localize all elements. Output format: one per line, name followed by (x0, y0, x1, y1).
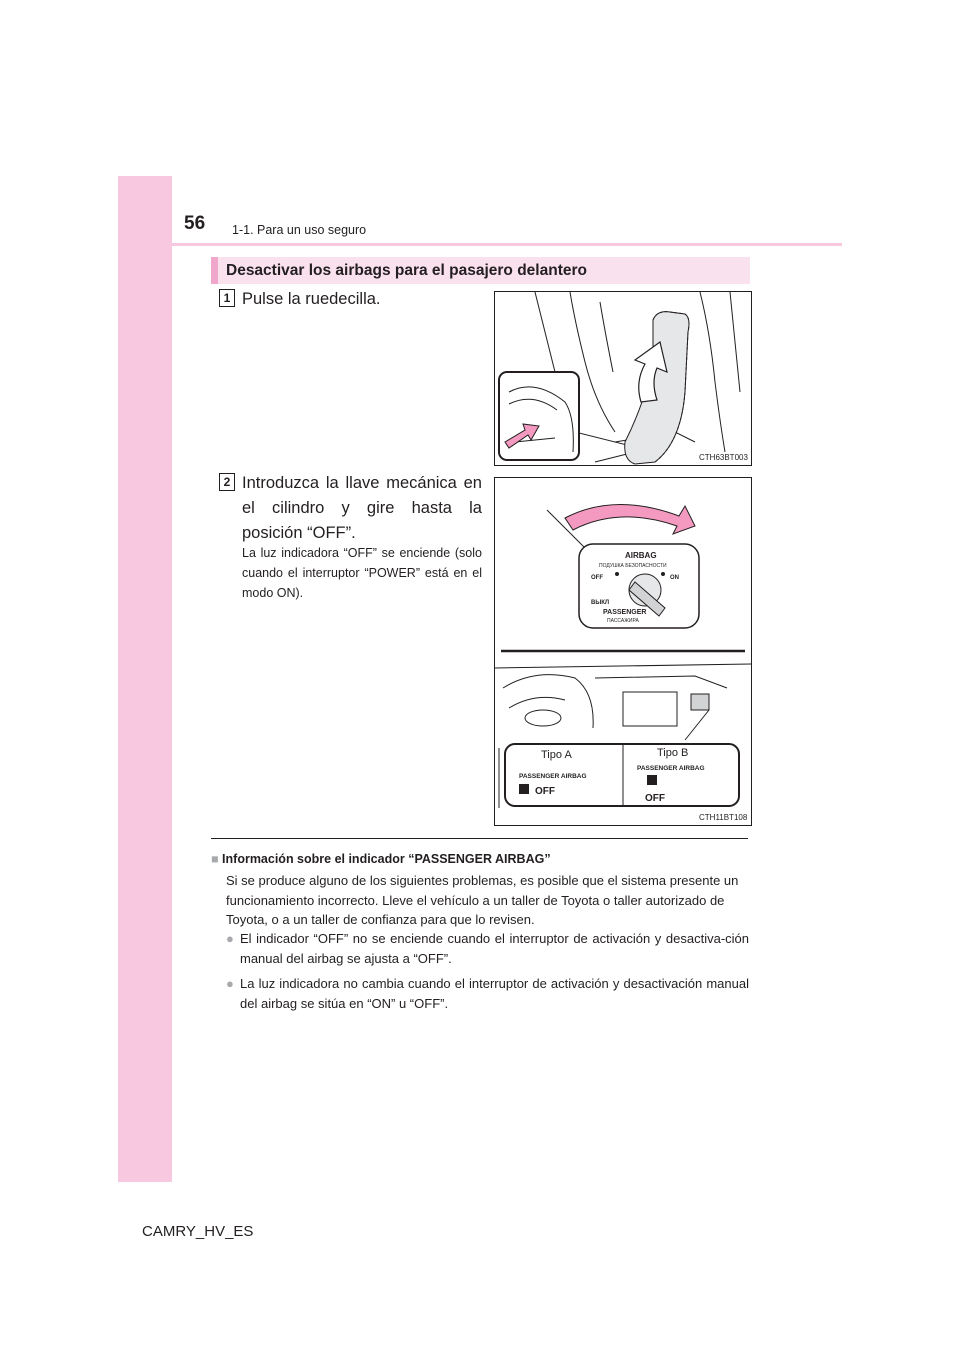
figure-2-code: CTH11BT108 (699, 813, 748, 822)
header-rule (118, 243, 842, 246)
bullet-icon-1: ● (226, 931, 234, 946)
bullet-text-2: La luz indicadora no cambia cuando el interruptor de activación y desactivación manual del airbag se sitúa en “ON” u “OFF”. (240, 976, 749, 1011)
wheel-release-illustration (495, 292, 751, 465)
switch-airbag-label: AIRBAG (625, 551, 657, 560)
switch-off-label: OFF (591, 575, 603, 581)
info-title-marker: ■ (211, 852, 219, 866)
indicator-off-b: OFF (645, 793, 665, 804)
figure-key-switch-indicator (494, 477, 752, 826)
switch-passenger-label: PASSENGER (603, 609, 647, 616)
step-note-2: La luz indicadora “OFF” se enciende (solo cuando el interruptor “POWER” está en el modo ON). (242, 546, 482, 600)
key-switch-illustration (495, 478, 751, 825)
heading-text: Desactivar los airbags para el pasajero delantero (226, 262, 587, 279)
page-number: 56 (184, 213, 206, 234)
switch-off-ru-label: ВЫКЛ (591, 600, 610, 606)
switch-passenger-ru-label: ПАССАЖИРА (607, 618, 639, 624)
figure-wheel-release (494, 291, 752, 466)
switch-airbag-ru-label: ПОДУШКА БЕЗОПАСНОСТИ (599, 563, 667, 569)
step-number-2: 2 (219, 473, 235, 491)
airbag-off-icon-b (647, 775, 657, 785)
heading-accent (211, 257, 218, 284)
separator-rule (211, 838, 748, 839)
switch-on-label: ON (670, 575, 679, 581)
footer-doc-code: CAMRY_HV_ES (142, 1223, 254, 1240)
indicator-label-a: PASSENGER AIRBAG (519, 773, 587, 780)
bullet-text-1: El indicador “OFF” no se enciende cuando el interruptor de activación y desactiva-ción manual del airbag se ajusta a “OFF”. (240, 931, 749, 966)
tipo-a-label: Tipo A (541, 749, 572, 761)
figure-1-code: CTH63BT003 (699, 453, 748, 462)
airbag-off-icon-a (519, 784, 529, 794)
indicator-off-a: OFF (535, 786, 555, 797)
info-text: Si se produce alguno de los siguientes problemas, es posible que el sistema presente un funcionamiento incorrecto. Lleve el vehículo a un taller de Toyota o taller autorizado de Toyota, o a un taller de confianza para que lo revisen. (226, 873, 739, 927)
side-tab-bar (118, 176, 172, 1182)
step-text-1: Pulse la ruedecilla. (242, 290, 381, 308)
info-title (211, 852, 551, 866)
section-title: 1-1. Para un uso seguro (232, 223, 367, 237)
info-title-text: Información sobre el indicador “PASSENGER AIRBAG” (222, 852, 551, 866)
step-text-2: Introduzca la llave mecánica en el cilindro y gire hasta la posición “OFF”. (242, 474, 482, 542)
tipo-b-label: Tipo B (657, 747, 689, 759)
bullet-icon-2: ● (226, 976, 234, 991)
step-number-1: 1 (219, 289, 235, 307)
indicator-label-b: PASSENGER AIRBAG (637, 765, 705, 772)
